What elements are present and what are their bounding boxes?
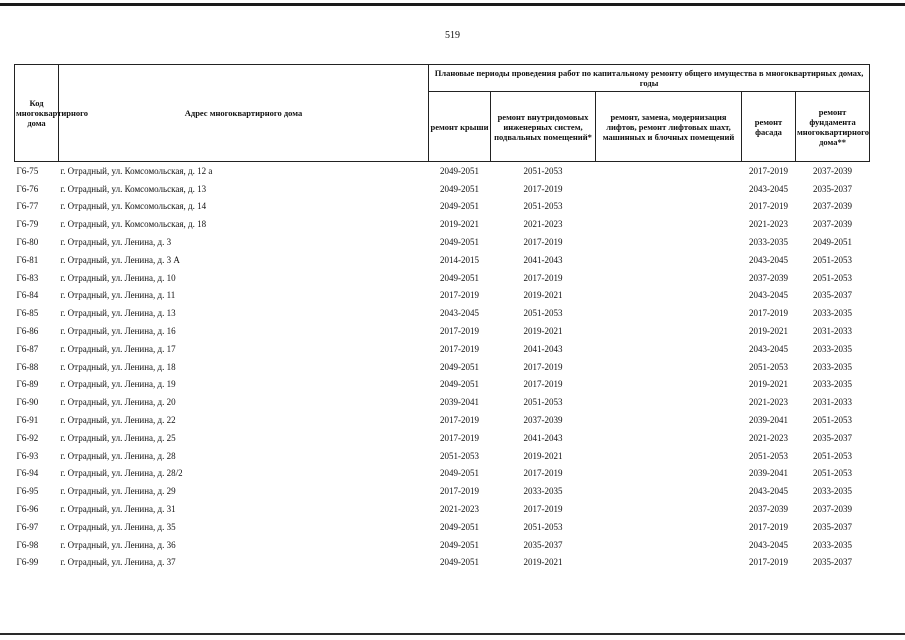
row-lift <box>596 429 742 447</box>
top-rule <box>0 3 905 6</box>
row-lift <box>596 322 742 340</box>
row-address: г. Отрадный, ул. Ленина, д. 10 <box>60 272 176 283</box>
row-lift <box>596 198 742 216</box>
table-row <box>15 269 870 287</box>
row-facade: 2037-2039 <box>749 504 788 515</box>
row-roof: 2049-2051 <box>440 379 479 390</box>
row-foundation: 2035-2037 <box>813 432 853 443</box>
row-foundation: 2035-2037 <box>813 521 853 532</box>
row-roof: 2021-2023 <box>440 504 479 515</box>
row-facade: 2017-2019 <box>749 165 788 176</box>
row-lift <box>596 233 742 251</box>
table-row <box>15 482 870 500</box>
row-foundation: 2033-2035 <box>813 308 853 319</box>
row-roof: 2017-2019 <box>440 290 479 301</box>
row-address: г. Отрадный, ул. Ленина, д. 36 <box>60 539 176 550</box>
row-lift <box>596 554 742 572</box>
row-lift <box>596 251 742 269</box>
row-roof: 2049-2051 <box>440 539 479 550</box>
page-number: 519 <box>445 30 460 41</box>
row-foundation: 2051-2053 <box>813 254 853 265</box>
row-code: Г6-88 <box>16 361 39 372</box>
table-row <box>15 554 870 572</box>
row-address: г. Отрадный, ул. Ленина, д. 22 <box>60 415 176 426</box>
row-engineering: 2037-2039 <box>523 415 563 426</box>
row-engineering: 2017-2019 <box>523 237 563 248</box>
row-roof: 2049-2051 <box>440 557 479 568</box>
row-foundation: 2033-2035 <box>813 539 853 550</box>
row-address: г. Отрадный, ул. Ленина, д. 13 <box>60 308 176 319</box>
header-code: Код многоквартирного дома <box>15 65 59 162</box>
table-row <box>15 180 870 198</box>
row-lift <box>596 340 742 358</box>
row-address: г. Отрадный, ул. Ленина, д. 37 <box>60 557 176 568</box>
row-foundation: 2031-2033 <box>813 397 853 408</box>
row-code: Г6-96 <box>16 504 39 515</box>
table-header <box>15 65 870 162</box>
table-row <box>15 447 870 465</box>
row-foundation: 2033-2035 <box>813 379 853 390</box>
header-engineering: ремонт внутридомовых инженерных систем, подвальных помещений* <box>491 92 596 162</box>
row-code: Г6-99 <box>16 557 39 568</box>
row-foundation: 2037-2039 <box>813 219 853 230</box>
row-code: Г6-87 <box>16 343 39 354</box>
row-roof: 2017-2019 <box>440 343 479 354</box>
row-facade: 2039-2041 <box>749 415 788 426</box>
table-row <box>15 536 870 554</box>
row-code: Г6-90 <box>16 397 39 408</box>
table-row <box>15 393 870 411</box>
row-lift <box>596 304 742 322</box>
row-lift <box>596 482 742 500</box>
table-row <box>15 411 870 429</box>
row-foundation: 2051-2053 <box>813 450 853 461</box>
row-facade: 2043-2045 <box>749 254 788 265</box>
row-foundation: 2033-2035 <box>813 343 853 354</box>
row-foundation: 2051-2053 <box>813 468 853 479</box>
row-engineering: 2017-2019 <box>523 272 563 283</box>
table-row <box>15 518 870 536</box>
row-roof: 2049-2051 <box>440 468 479 479</box>
row-foundation: 2037-2039 <box>813 504 853 515</box>
row-roof: 2017-2019 <box>440 486 479 497</box>
row-lift <box>596 376 742 394</box>
row-lift <box>596 215 742 233</box>
table-row <box>15 340 870 358</box>
row-foundation: 2049-2051 <box>813 237 853 248</box>
table-row <box>15 465 870 483</box>
row-address: г. Отрадный, ул. Ленина, д. 11 <box>60 290 176 301</box>
row-facade: 2037-2039 <box>749 272 788 283</box>
row-facade: 2051-2053 <box>749 361 788 372</box>
table-body <box>15 162 870 572</box>
bottom-rule <box>0 633 905 635</box>
row-engineering: 2035-2037 <box>523 539 563 550</box>
row-address: г. Отрадный, ул. Ленина, д. 16 <box>60 326 176 337</box>
row-engineering: 2019-2021 <box>523 290 563 301</box>
row-lift <box>596 393 742 411</box>
row-foundation: 2037-2039 <box>813 165 853 176</box>
row-facade: 2043-2045 <box>749 539 788 550</box>
row-facade: 2043-2045 <box>749 183 788 194</box>
row-roof: 2039-2041 <box>440 397 479 408</box>
row-address: г. Отрадный, ул. Комсомольская, д. 18 <box>60 219 207 230</box>
row-code: Г6-91 <box>16 415 39 426</box>
header-foundation: ремонт фундамента многоквартирного дома** <box>796 92 870 162</box>
row-facade: 2021-2023 <box>749 432 788 443</box>
row-engineering: 2051-2053 <box>523 201 563 212</box>
row-foundation: 2035-2037 <box>813 290 853 301</box>
row-foundation: 2035-2037 <box>813 557 853 568</box>
row-code: Г6-75 <box>16 165 39 176</box>
row-facade: 2017-2019 <box>749 557 788 568</box>
row-roof: 2017-2019 <box>440 326 479 337</box>
row-roof: 2049-2051 <box>440 272 479 283</box>
row-facade: 2051-2053 <box>749 450 788 461</box>
table-row <box>15 287 870 305</box>
row-facade: 2043-2045 <box>749 486 788 497</box>
row-code: Г6-80 <box>16 237 39 248</box>
row-facade: 2019-2021 <box>749 326 788 337</box>
row-engineering: 2041-2043 <box>523 343 563 354</box>
row-code: Г6-94 <box>16 468 39 479</box>
row-address: г. Отрадный, ул. Комсомольская, д. 14 <box>60 201 207 212</box>
row-facade: 2033-2035 <box>749 237 788 248</box>
row-engineering: 2017-2019 <box>523 504 563 515</box>
row-lift <box>596 180 742 198</box>
row-code: Г6-83 <box>16 272 39 283</box>
row-roof: 2017-2019 <box>440 415 479 426</box>
row-lift <box>596 411 742 429</box>
table-row <box>15 358 870 376</box>
row-foundation: 2051-2053 <box>813 415 853 426</box>
row-lift <box>596 287 742 305</box>
row-roof: 2049-2051 <box>440 201 479 212</box>
row-facade: 2021-2023 <box>749 397 788 408</box>
row-engineering: 2041-2043 <box>523 432 563 443</box>
row-facade: 2017-2019 <box>749 308 788 319</box>
row-code: Г6-79 <box>16 219 39 230</box>
row-address: г. Отрадный, ул. Ленина, д. 28/2 <box>60 468 183 479</box>
row-lift <box>596 536 742 554</box>
row-engineering: 2017-2019 <box>523 183 563 194</box>
row-roof: 2049-2051 <box>440 165 479 176</box>
row-lift <box>596 358 742 376</box>
row-facade: 2021-2023 <box>749 219 788 230</box>
table-row <box>15 233 870 251</box>
row-address: г. Отрадный, ул. Ленина, д. 28 <box>60 450 176 461</box>
row-engineering: 2051-2053 <box>523 165 563 176</box>
row-code: Г6-86 <box>16 326 39 337</box>
row-engineering: 2051-2053 <box>523 397 563 408</box>
row-roof: 2049-2051 <box>440 521 479 532</box>
row-roof: 2049-2051 <box>440 361 479 372</box>
row-address: г. Отрадный, ул. Ленина, д. 29 <box>60 486 176 497</box>
row-address: г. Отрадный, ул. Ленина, д. 25 <box>60 432 176 443</box>
row-address: г. Отрадный, ул. Ленина, д. 3 <box>60 237 172 248</box>
row-roof: 2017-2019 <box>440 432 479 443</box>
row-foundation: 2031-2033 <box>813 326 853 337</box>
row-address: г. Отрадный, ул. Комсомольская, д. 12 а <box>60 165 213 176</box>
row-code: Г6-97 <box>16 521 39 532</box>
row-lift <box>596 269 742 287</box>
row-lift <box>596 500 742 518</box>
header-facade: ремонт фасада <box>742 92 796 162</box>
table-row <box>15 304 870 322</box>
row-engineering: 2033-2035 <box>523 486 563 497</box>
row-engineering: 2019-2021 <box>523 450 563 461</box>
row-facade: 2017-2019 <box>749 201 788 212</box>
row-engineering: 2017-2019 <box>523 361 563 372</box>
row-engineering: 2017-2019 <box>523 468 563 479</box>
row-lift <box>596 162 742 180</box>
row-facade: 2017-2019 <box>749 521 788 532</box>
row-address: г. Отрадный, ул. Ленина, д. 20 <box>60 397 176 408</box>
row-engineering: 2041-2043 <box>523 254 563 265</box>
row-lift <box>596 447 742 465</box>
row-facade: 2019-2021 <box>749 379 788 390</box>
table-row <box>15 376 870 394</box>
row-foundation: 2033-2035 <box>813 486 853 497</box>
row-code: Г6-92 <box>16 432 39 443</box>
header-roof: ремонт крыши <box>429 92 491 162</box>
table-row <box>15 162 870 180</box>
row-code: Г6-98 <box>16 539 39 550</box>
row-engineering: 2021-2023 <box>523 219 563 230</box>
row-code: Г6-85 <box>16 308 39 319</box>
row-code: Г6-89 <box>16 379 39 390</box>
row-roof: 2049-2051 <box>440 183 479 194</box>
row-lift <box>596 518 742 536</box>
row-roof: 2014-2015 <box>440 254 479 265</box>
row-address: г. Отрадный, ул. Ленина, д. 17 <box>60 343 176 354</box>
row-foundation: 2033-2035 <box>813 361 853 372</box>
table-row <box>15 215 870 233</box>
row-engineering: 2019-2021 <box>523 557 563 568</box>
table-row <box>15 198 870 216</box>
row-engineering: 2051-2053 <box>523 308 563 319</box>
row-address: г. Отрадный, ул. Комсомольская, д. 13 <box>60 183 207 194</box>
row-lift <box>596 465 742 483</box>
table-row <box>15 429 870 447</box>
row-foundation: 2035-2037 <box>813 183 853 194</box>
row-foundation: 2037-2039 <box>813 201 853 212</box>
header-periods: Плановые периоды проведения работ по капитальному ремонту общего имущества в многоквартирных домах, годы <box>429 65 870 92</box>
header-address: Адрес многоквартирного дома <box>59 65 429 162</box>
row-code: Г6-81 <box>16 254 39 265</box>
row-address: г. Отрадный, ул. Ленина, д. 31 <box>60 504 176 515</box>
row-code: Г6-76 <box>16 183 39 194</box>
row-roof: 2019-2021 <box>440 219 479 230</box>
row-code: Г6-95 <box>16 486 39 497</box>
row-code: Г6-77 <box>16 201 39 212</box>
row-code: Г6-93 <box>16 450 39 461</box>
row-address: г. Отрадный, ул. Ленина, д. 35 <box>60 521 176 532</box>
capital-repair-table <box>14 64 870 571</box>
row-engineering: 2019-2021 <box>523 326 563 337</box>
row-address: г. Отрадный, ул. Ленина, д. 3 А <box>60 254 180 265</box>
row-engineering: 2051-2053 <box>523 521 563 532</box>
table-row <box>15 322 870 340</box>
row-engineering: 2017-2019 <box>523 379 563 390</box>
row-address: г. Отрадный, ул. Ленина, д. 19 <box>60 379 176 390</box>
row-roof: 2043-2045 <box>440 308 479 319</box>
header-lift: ремонт, замена, модернизация лифтов, ремонт лифтовых шахт, машинных и блочных помещений <box>596 92 742 162</box>
row-facade: 2043-2045 <box>749 290 788 301</box>
row-facade: 2039-2041 <box>749 468 788 479</box>
row-roof: 2051-2053 <box>440 450 479 461</box>
row-code: Г6-84 <box>16 290 39 301</box>
row-roof: 2049-2051 <box>440 237 479 248</box>
table-row <box>15 500 870 518</box>
table-row <box>15 251 870 269</box>
row-facade: 2043-2045 <box>749 343 788 354</box>
row-foundation: 2051-2053 <box>813 272 853 283</box>
row-address: г. Отрадный, ул. Ленина, д. 18 <box>60 361 176 372</box>
